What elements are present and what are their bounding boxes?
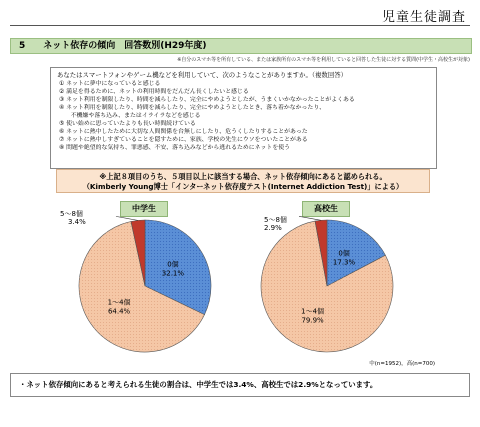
summary-box — [10, 373, 470, 397]
summary-text: ・ネット依存傾向にあると考えられる生徒の割合は、中学生では3.4%、高校生では2.9%となっています。 — [19, 380, 378, 389]
slice-label-name: 1～4個 — [107, 298, 131, 307]
list-item: ④ ネット利用を制限したり、時間を減らしたり、完全にやめようとしたとき、落ち着かなかったり、 — [59, 105, 326, 111]
list-item: ⑤ 使い始めに思っていたよりも長い時間続けている — [59, 121, 196, 127]
slice-label-value: 64.4% — [107, 307, 131, 316]
section-note: ※自分のスマホ等を所有している、または家族所有のスマホ等を利用していると回答した生徒に対する質問(中学生・高校生が対象) — [177, 57, 470, 63]
slice-label-value: 2.9% — [264, 224, 282, 232]
slice-label-value: 79.9% — [301, 316, 324, 325]
slice-label-value: 32.1% — [161, 269, 185, 278]
slice-label-name: 5～8個 — [264, 216, 287, 224]
slice-label-name: 0個 — [338, 249, 350, 258]
leader-line — [116, 216, 138, 220]
slice-label-name: 5～8個 — [60, 210, 83, 218]
list-item: 不機嫌や落ち込み、またはイライラなどを感じる — [59, 113, 201, 119]
pie-high-school — [261, 216, 393, 352]
slice-label-value: 3.4% — [68, 218, 86, 226]
sample-note: 中(n=1952)，高(n=700) — [369, 361, 435, 367]
header-title: 児童生徒調査 — [381, 10, 466, 25]
leader-line — [299, 216, 321, 220]
list-item: ① ネットに夢中になっていると感じる — [59, 81, 161, 87]
criteria-line-2: （Kimberly Young博士「インターネット依存度テスト(Internet Addiction Test)」による） — [82, 182, 404, 191]
pie-junior-high — [79, 216, 211, 352]
slice-label-name: 1～4個 — [301, 307, 325, 316]
section-title: 5 ネット依存の傾向 回答数別(H29年度) — [19, 41, 207, 51]
list-item: ② 満足を得るために、ネットの利用時間をだんだん長くしたいと感じる — [59, 89, 249, 95]
chart-title-junior-high: 中学生 — [120, 201, 168, 217]
list-item: ⑧ 問題や絶望的な気持ち、罪悪感、不安、落ち込みなどから逃れるためにネットを使う — [59, 145, 290, 151]
slice-label-name: 0個 — [167, 260, 179, 269]
question-intro: あなたはスマートフォンやゲーム機などを利用していて、次のようなことがありますか。（複数回答） — [57, 71, 347, 79]
list-item: ⑥ ネットに熱中したために大切な人間関係を台無しにしたり、危うくしたりすることがあった — [59, 129, 308, 135]
criteria-line-1: ※上記８項目のうち、５項目以上に該当する場合、ネット依存傾向にあると認められる。 — [99, 172, 387, 181]
chart-title-high-school: 高校生 — [302, 201, 350, 217]
slice-label-value: 17.3% — [332, 258, 356, 267]
list-item: ⑦ ネットに熱中しすぎていることを隠すために、家族、学校の先生にウソをついたことがある — [59, 137, 308, 143]
list-item: ③ ネット利用を制限したり、時間を減らしたり、完全にやめようとしたが、うまくいかなかったことがよくある — [59, 97, 355, 103]
